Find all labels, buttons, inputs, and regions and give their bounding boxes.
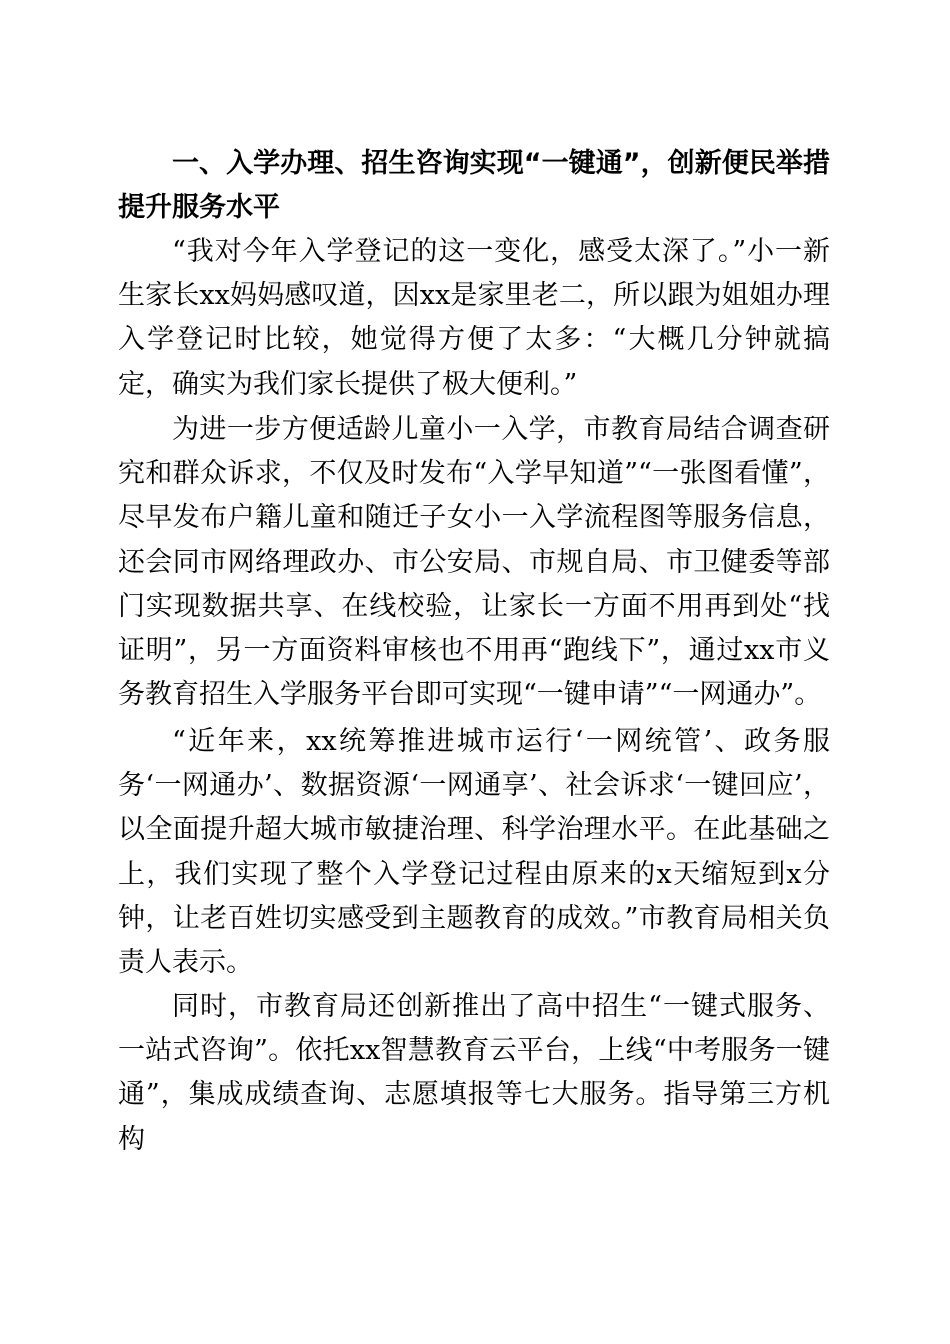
paragraph-high-school-service: 同时，市教育局还创新推出了高中招生“一键式服务、一站式咨询”。依托xx智慧教育云平台，上线“中考服务一键通”，集成成绩查询、志愿填报等七大服务。指导第三方机构 — [118, 991, 830, 1155]
paragraph-official-statement: “近年来，xx统筹推进城市运行‘一网统管’、政务服务‘一网通办’、数据资源‘一网通享’、社会诉求‘一键回应’，以全面提升超大城市敏捷治理、科学治理水平。在此基础之上，我们实现了整个入学登记过程由原来的x天缩短到x分钟，让老百姓切实感受到主题教育的成效。”市教育局相关负责人表示。 — [118, 726, 830, 979]
paragraph-enrollment-measures: 为进一步方便适龄儿童小一入学，市教育局结合调查研究和群众诉求，不仅及时发布“入学早知道”“一张图看懂”，尽早发布户籍儿童和随迁子女小一入学流程图等服务信息，还会同市网络理政办、市公安局、市规自局、市卫健委等部门实现数据共享、在线校验，让家长一方面不用再到处“找证明”，另一方面资料审核也不用再“跑线下”，通过xx市义务教育招生入学服务平台即可实现“一键申请”“一网通办”。 — [118, 414, 830, 711]
section-heading: 一、入学办理、招生咨询实现“一键通”，创新便民举措提升服务水平 — [118, 148, 830, 223]
paragraph-parent-quote: “我对今年入学登记的这一变化，感受太深了。”小一新生家长xx妈妈感叹道，因xx是家里老二，所以跟为姐姐办理入学登记时比较，她觉得方便了太多：“大概几分钟就搞定，确实为我们家长提供了极大便利。” — [118, 236, 830, 400]
